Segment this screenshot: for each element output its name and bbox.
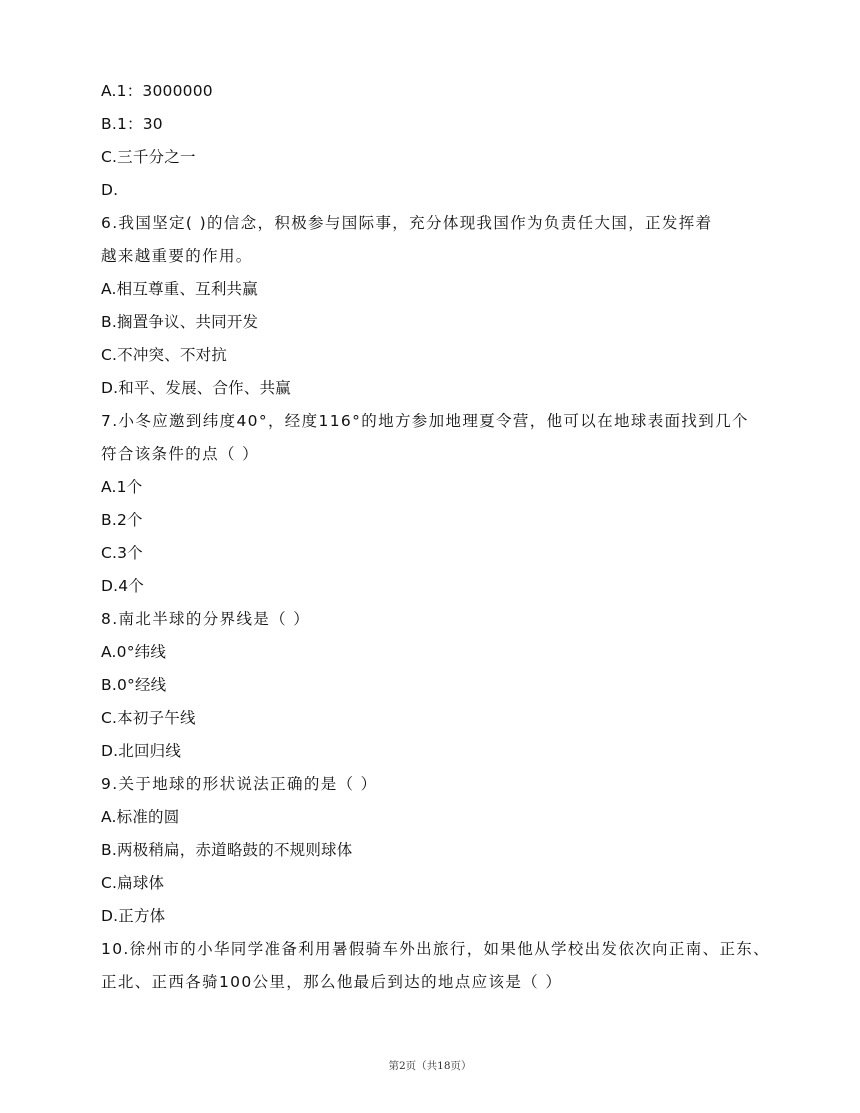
option-line: D.正方体 [101,907,166,925]
question-7-text-cont: 符合该条件的点（ ） [101,445,259,463]
option-line: A.相互尊重、互利共赢 [101,280,258,298]
option-line: B.两极稍扁，赤道略鼓的不规则球体 [101,841,353,859]
option-line: D. [101,181,119,199]
option-line: D.北回归线 [101,742,182,760]
option-line: B.2个 [101,511,143,529]
option-line: A.1个 [101,478,143,496]
option-line: D.4个 [101,577,145,595]
page-footer: 第2页（共18页） [388,1060,472,1072]
option-line: A.1：3000000 [101,82,213,100]
option-line: C.三千分之一 [101,148,196,166]
question-7-text: 7.小冬应邀到纬度40°，经度116°的地方参加地理夏令营，他可以在地球表面找到几个 [101,412,749,430]
question-9-text: 9.关于地球的形状说法正确的是（ ） [101,775,378,793]
option-line: C.不冲突、不对抗 [101,346,228,364]
option-line: C.扁球体 [101,874,165,892]
option-line: C.本初子午线 [101,709,196,727]
question-10-text: 10.徐州市的小华同学准备利用暑假骑车外出旅行，如果他从学校出发依次向正南、正东、 [101,940,771,958]
option-line: C.3个 [101,544,143,562]
question-6-text-cont: 越来越重要的作用。 [101,247,253,265]
question-6-text: 6.我国坚定( )的信念，积极参与国际事，充分体现我国作为负责任大国，正发挥着 [101,214,713,232]
option-line: B.搁置争议、共同开发 [101,313,259,331]
question-8-text: 8.南北半球的分界线是（ ） [101,610,311,628]
option-line: B.0°经线 [101,676,167,694]
option-line: A.0°纬线 [101,643,167,661]
question-10-text-cont: 正北、正西各骑100公里，那么他最后到达的地点应该是（ ） [101,973,563,991]
option-line: B.1：30 [101,115,163,133]
option-line: D.和平、发展、合作、共赢 [101,379,291,397]
option-line: A.标准的圆 [101,808,180,826]
